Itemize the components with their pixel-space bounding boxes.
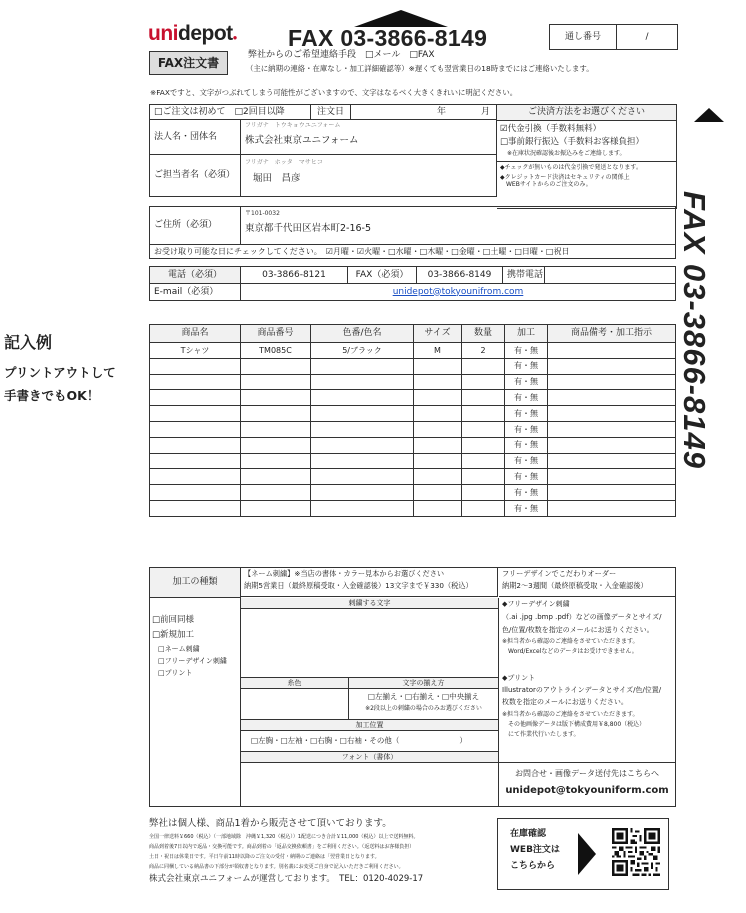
product-row: [150, 437, 676, 453]
footer-company: 株式会社東京ユニフォームが運営しております。 TEL：0120-4029-17: [149, 874, 424, 884]
notes-cell[interactable]: [548, 374, 676, 390]
processing-cell[interactable]: 有・無: [505, 390, 548, 406]
free-design-text-2: 色/位置/枚数を指定のメールにお送りください。: [502, 625, 654, 634]
processing-options: [150, 598, 241, 806]
color-cell[interactable]: [311, 406, 414, 422]
processing-cell[interactable]: 有・無: [505, 485, 548, 501]
payment-note-1: ◆チェックが無いものは代金引換で発送となります。: [500, 163, 642, 171]
phone-table: [149, 266, 676, 301]
print-title: ◆プリント: [502, 673, 536, 682]
product-number-cell[interactable]: [241, 437, 311, 453]
fax-label: FAX（必須）: [348, 267, 417, 284]
thread-color-label: 糸色: [241, 678, 349, 688]
logo-depot: depot: [178, 22, 233, 45]
print-text-2: 枚数を指定のメールにお送りください。: [502, 698, 628, 707]
payment-header: ご決済方法をお選びください: [497, 105, 676, 121]
contact-method: 弊社からのご希望連絡手段 □メール □FAX: [248, 50, 435, 60]
footer-hours: 土日・祝日は休業日です。平日午前11時以降のご注文の受付・納期のご連絡は「翌営業日となります。: [149, 854, 380, 860]
product-number-cell[interactable]: [241, 469, 311, 485]
serial-label: 通し番号: [550, 25, 617, 50]
mobile-label: 携帯電話: [503, 267, 545, 284]
option-previous[interactable]: □前回同様: [152, 615, 195, 625]
option-new[interactable]: □新規加工: [152, 630, 195, 640]
product-name-cell[interactable]: Tシャツ: [150, 343, 241, 359]
font-field[interactable]: [241, 763, 498, 808]
product-row: [150, 453, 676, 469]
email-field[interactable]: unidepot@tokyounifrom.com: [241, 284, 676, 301]
alignment-label: 文字の揃え方: [349, 678, 498, 688]
product-number-cell[interactable]: [241, 485, 311, 501]
order-type[interactable]: □ご注文は初めて □2回目以降: [150, 105, 311, 120]
quantity-cell[interactable]: 2: [462, 343, 505, 359]
size-cell[interactable]: [414, 453, 462, 469]
size-cell[interactable]: [414, 358, 462, 374]
example-title: 記入例: [4, 333, 53, 352]
phone-field[interactable]: 03-3866-8121: [241, 267, 348, 284]
payment-cod[interactable]: ☑代金引換（手数料無料）: [500, 124, 602, 134]
size-cell[interactable]: [414, 469, 462, 485]
footer-receipt: 商品に同梱している納品書の下部分が領収書となります。別名義にお変更ご自身で記入いただきご利用ください。: [149, 864, 404, 870]
color-cell[interactable]: [311, 358, 414, 374]
address-label: ご住所（必須）: [150, 207, 241, 245]
color-cell[interactable]: [311, 469, 414, 485]
alignment-note: ※2段以上の刺繍の場合のみお選びください: [365, 705, 482, 712]
processing-cell[interactable]: 有・無: [505, 500, 548, 516]
product-name-cell[interactable]: [150, 421, 241, 437]
footer-returns: 商品到着後7日以内で返品・交換可能です。商品到着の「返品交換依頼書」をご利用ください。（返送料はお客様負担）: [149, 844, 415, 850]
processing-cell[interactable]: 有・無: [505, 406, 548, 422]
email-label: E-mail（必須）: [150, 284, 241, 301]
quantity-cell[interactable]: [462, 421, 505, 437]
free-design-header: フリーデザインでこだわりオーダー 納期2～3週間（最終原稿受取・入金確認後）: [499, 568, 675, 597]
customer-info-table: [149, 104, 497, 197]
alignment-options[interactable]: □左揃え・□右揃え・□中央揃え: [367, 692, 480, 701]
order-date-field[interactable]: 年 月: [351, 105, 497, 120]
col-quantity: 数量: [462, 325, 505, 343]
contact-person-label: ご担当者名（必須）: [150, 155, 241, 197]
thread-color-field[interactable]: [241, 689, 349, 719]
product-row: [150, 358, 676, 374]
delivery-days[interactable]: お受け取り可能な日にチェックしてください。 ☑月曜・☑火曜・□水曜・□木曜・□金曜・□土曜・□日曜・□祝日: [150, 245, 676, 259]
processing-type-header: 加工の種類: [150, 568, 241, 598]
quantity-cell[interactable]: [462, 500, 505, 516]
color-cell[interactable]: [311, 453, 414, 469]
company-name-field[interactable]: フリガナ トウキョウユニフォーム 株式会社東京ユニフォーム: [241, 120, 497, 155]
company-name-label: 法人名・団体名: [150, 120, 241, 155]
product-number-cell[interactable]: [241, 421, 311, 437]
processing-cell[interactable]: 有・無: [505, 469, 548, 485]
position-options[interactable]: □左胸・□左袖・□右胸・□右袖・その他（ ）: [241, 731, 498, 752]
product-table: [149, 324, 676, 517]
col-product-number: 商品番号: [241, 325, 311, 343]
color-cell[interactable]: [311, 485, 414, 501]
product-row: [150, 485, 676, 501]
color-cell[interactable]: [311, 500, 414, 516]
notes-cell[interactable]: [548, 500, 676, 516]
product-name-cell[interactable]: [150, 485, 241, 501]
size-cell[interactable]: [414, 500, 462, 516]
product-name-cell[interactable]: [150, 390, 241, 406]
free-design-title: ◆フリーデザイン刺繍: [502, 600, 570, 608]
size-cell[interactable]: [414, 406, 462, 422]
qr-code-icon[interactable]: [612, 828, 660, 876]
quantity-cell[interactable]: [462, 469, 505, 485]
quantity-cell[interactable]: [462, 390, 505, 406]
notes-cell[interactable]: [548, 358, 676, 374]
size-cell[interactable]: [414, 421, 462, 437]
size-cell[interactable]: [414, 437, 462, 453]
footer-title: 弊社は個人様、商品1着から販売させて頂いております。: [149, 818, 392, 829]
font-label: フォント（書体）: [241, 752, 498, 763]
processing-cell[interactable]: 有・無: [505, 437, 548, 453]
product-number-cell[interactable]: [241, 406, 311, 422]
product-name-cell[interactable]: [150, 453, 241, 469]
product-row: [150, 406, 676, 422]
product-number-cell[interactable]: TM085C: [241, 343, 311, 359]
product-name-cell[interactable]: [150, 406, 241, 422]
notes-cell[interactable]: [548, 453, 676, 469]
product-row: [150, 343, 676, 359]
contact-note: （主に納期の連絡・在庫なし・加工詳細確認等）※遅くても翌営業日の18時までにはご連絡いたします。: [246, 64, 594, 73]
product-number-cell[interactable]: [241, 358, 311, 374]
print-text-4: その他画像データは版下構成費用￥8,800（税込）: [508, 720, 646, 728]
product-name-cell[interactable]: [150, 374, 241, 390]
product-row: [150, 390, 676, 406]
order-date-label: 注文日: [311, 105, 351, 120]
vertical-fax-number: FAX 03-3866-8149: [677, 191, 712, 469]
processing-cell[interactable]: 有・無: [505, 421, 548, 437]
print-text-5: にて作業代行いたします。: [508, 731, 580, 739]
right-up-arrow-icon: [694, 108, 724, 122]
color-cell[interactable]: [311, 437, 414, 453]
product-name-cell[interactable]: [150, 437, 241, 453]
quantity-cell[interactable]: [462, 358, 505, 374]
col-product-name: 商品名: [150, 325, 241, 343]
mobile-field[interactable]: [545, 267, 676, 284]
example-subtitle-1: プリントアウトして: [4, 365, 116, 380]
processing-cell[interactable]: 有・無: [505, 374, 548, 390]
size-cell[interactable]: M: [414, 343, 462, 359]
payment-box: [497, 104, 677, 209]
example-subtitle-2: 手書きでもOK！: [4, 388, 100, 403]
option-free-embroidery[interactable]: □フリーデザイン刺繍: [158, 657, 227, 665]
serial-value[interactable]: /: [617, 25, 678, 50]
color-cell[interactable]: [311, 374, 414, 390]
product-row: [150, 374, 676, 390]
color-cell[interactable]: 5/ブラック: [311, 343, 414, 359]
stock-check-label: 在庫確認: [510, 829, 547, 839]
product-name-cell[interactable]: [150, 469, 241, 485]
size-cell[interactable]: [414, 374, 462, 390]
web-order-label: WEB注文は: [510, 845, 560, 855]
phone-label: 電話（必須）: [150, 267, 241, 284]
quantity-cell[interactable]: [462, 374, 505, 390]
footer-shipping: 全国一律送料￥660（税込）（一部地域除 沖縄￥1,320（税込））1配送につき合計￥11,000（税込）以上で送料無料。: [149, 834, 419, 840]
notes-cell[interactable]: [548, 469, 676, 485]
address-table: [149, 206, 676, 259]
quantity-cell[interactable]: [462, 485, 505, 501]
name-embroidery-header: 【ネーム刺繍】※当店の書体・カラー見本からお選びください 納期5営業日（最終原稿受取・入金確認後）13文字まで￥330（税込）: [241, 568, 498, 597]
processing-section: [149, 567, 676, 807]
click-here-label: こちらから: [510, 861, 556, 871]
notes-cell[interactable]: [548, 485, 676, 501]
product-number-cell[interactable]: [241, 390, 311, 406]
fax-field[interactable]: 03-3866-8149: [417, 267, 503, 284]
payment-bank[interactable]: □事前銀行振込（手数料お客様負担）: [500, 137, 645, 148]
right-arrow-icon: [578, 833, 596, 875]
notes-cell[interactable]: [548, 421, 676, 437]
embroidery-text-label: 刺繍する文字: [241, 598, 498, 609]
option-print[interactable]: □プリント: [158, 669, 193, 677]
col-processing: 加工: [505, 325, 548, 343]
product-number-cell[interactable]: [241, 500, 311, 516]
size-cell[interactable]: [414, 485, 462, 501]
print-text-1: Illustratorのアウトラインデータとサイズ/色/位置/: [502, 685, 662, 694]
free-design-text-1: （.ai .jpg .bmp .pdf）などの画像データとサイズ/: [502, 613, 662, 622]
payment-note-2: ◆クレジットカード決済はセキュリティの関係上: [500, 173, 630, 181]
serial-number-box: [549, 24, 678, 50]
notes-cell[interactable]: [548, 343, 676, 359]
col-color: 色番/色名: [311, 325, 414, 343]
form-title: FAX注文書: [149, 51, 228, 75]
embroidery-fields: [241, 598, 499, 806]
product-number-cell[interactable]: [241, 374, 311, 390]
free-design-text-3: ※担当者から確認のご連絡をさせていただきます。: [502, 638, 639, 646]
inquiry-label: お問合せ・画像データ送付先はこちらへ: [515, 769, 659, 778]
logo-uni: uni: [148, 22, 178, 45]
processing-cell[interactable]: 有・無: [505, 343, 548, 359]
fax-number-title: FAX 03-3866-8149: [288, 25, 488, 51]
payment-note-3: WEBサイトからのご注文のみ。: [506, 180, 592, 188]
option-name-embroidery[interactable]: □ネーム刺繍: [158, 645, 200, 653]
product-row: [150, 469, 676, 485]
quantity-cell[interactable]: [462, 406, 505, 422]
embroidery-text-field[interactable]: [241, 609, 498, 678]
contact-person-field[interactable]: フリガナ ホッタ マサヒコ 堀田 昌彦: [241, 155, 497, 197]
notes-cell[interactable]: [548, 406, 676, 422]
quantity-cell[interactable]: [462, 453, 505, 469]
free-design-text-4: Word/Excelなどのデータはお受けできません。: [508, 648, 638, 656]
processing-cell[interactable]: 有・無: [505, 453, 548, 469]
fax-notice: ※FAXですと、文字がつぶれてしまう可能性がございますので、文字はなるべく大きくきれいに明記ください。: [150, 88, 518, 97]
address-field[interactable]: 〒101-0032 東京都千代田区岩本町2-16-5: [241, 207, 676, 245]
processing-cell[interactable]: 有・無: [505, 358, 548, 374]
product-row: [150, 421, 676, 437]
color-cell[interactable]: [311, 421, 414, 437]
web-order-box[interactable]: [497, 818, 669, 890]
product-name-cell[interactable]: [150, 358, 241, 374]
notes-cell[interactable]: [548, 437, 676, 453]
product-number-cell[interactable]: [241, 453, 311, 469]
quantity-cell[interactable]: [462, 437, 505, 453]
logo: unidepot●: [148, 22, 237, 45]
payment-bank-note: ※在庫状況確認後お振込みをご連絡します。: [507, 150, 626, 158]
product-table-header: [150, 325, 676, 343]
free-design-info: [499, 598, 675, 806]
size-cell[interactable]: [414, 390, 462, 406]
product-row: [150, 500, 676, 516]
notes-cell[interactable]: [548, 390, 676, 406]
product-name-cell[interactable]: [150, 500, 241, 516]
col-size: サイズ: [414, 325, 462, 343]
inquiry-email[interactable]: unidepot@tokyouniform.com: [505, 784, 669, 796]
col-notes: 商品備考・加工指示: [548, 325, 676, 343]
color-cell[interactable]: [311, 390, 414, 406]
position-label: 加工位置: [241, 720, 498, 731]
print-text-3: ※担当者から確認のご連絡をさせていただきます。: [502, 710, 639, 718]
